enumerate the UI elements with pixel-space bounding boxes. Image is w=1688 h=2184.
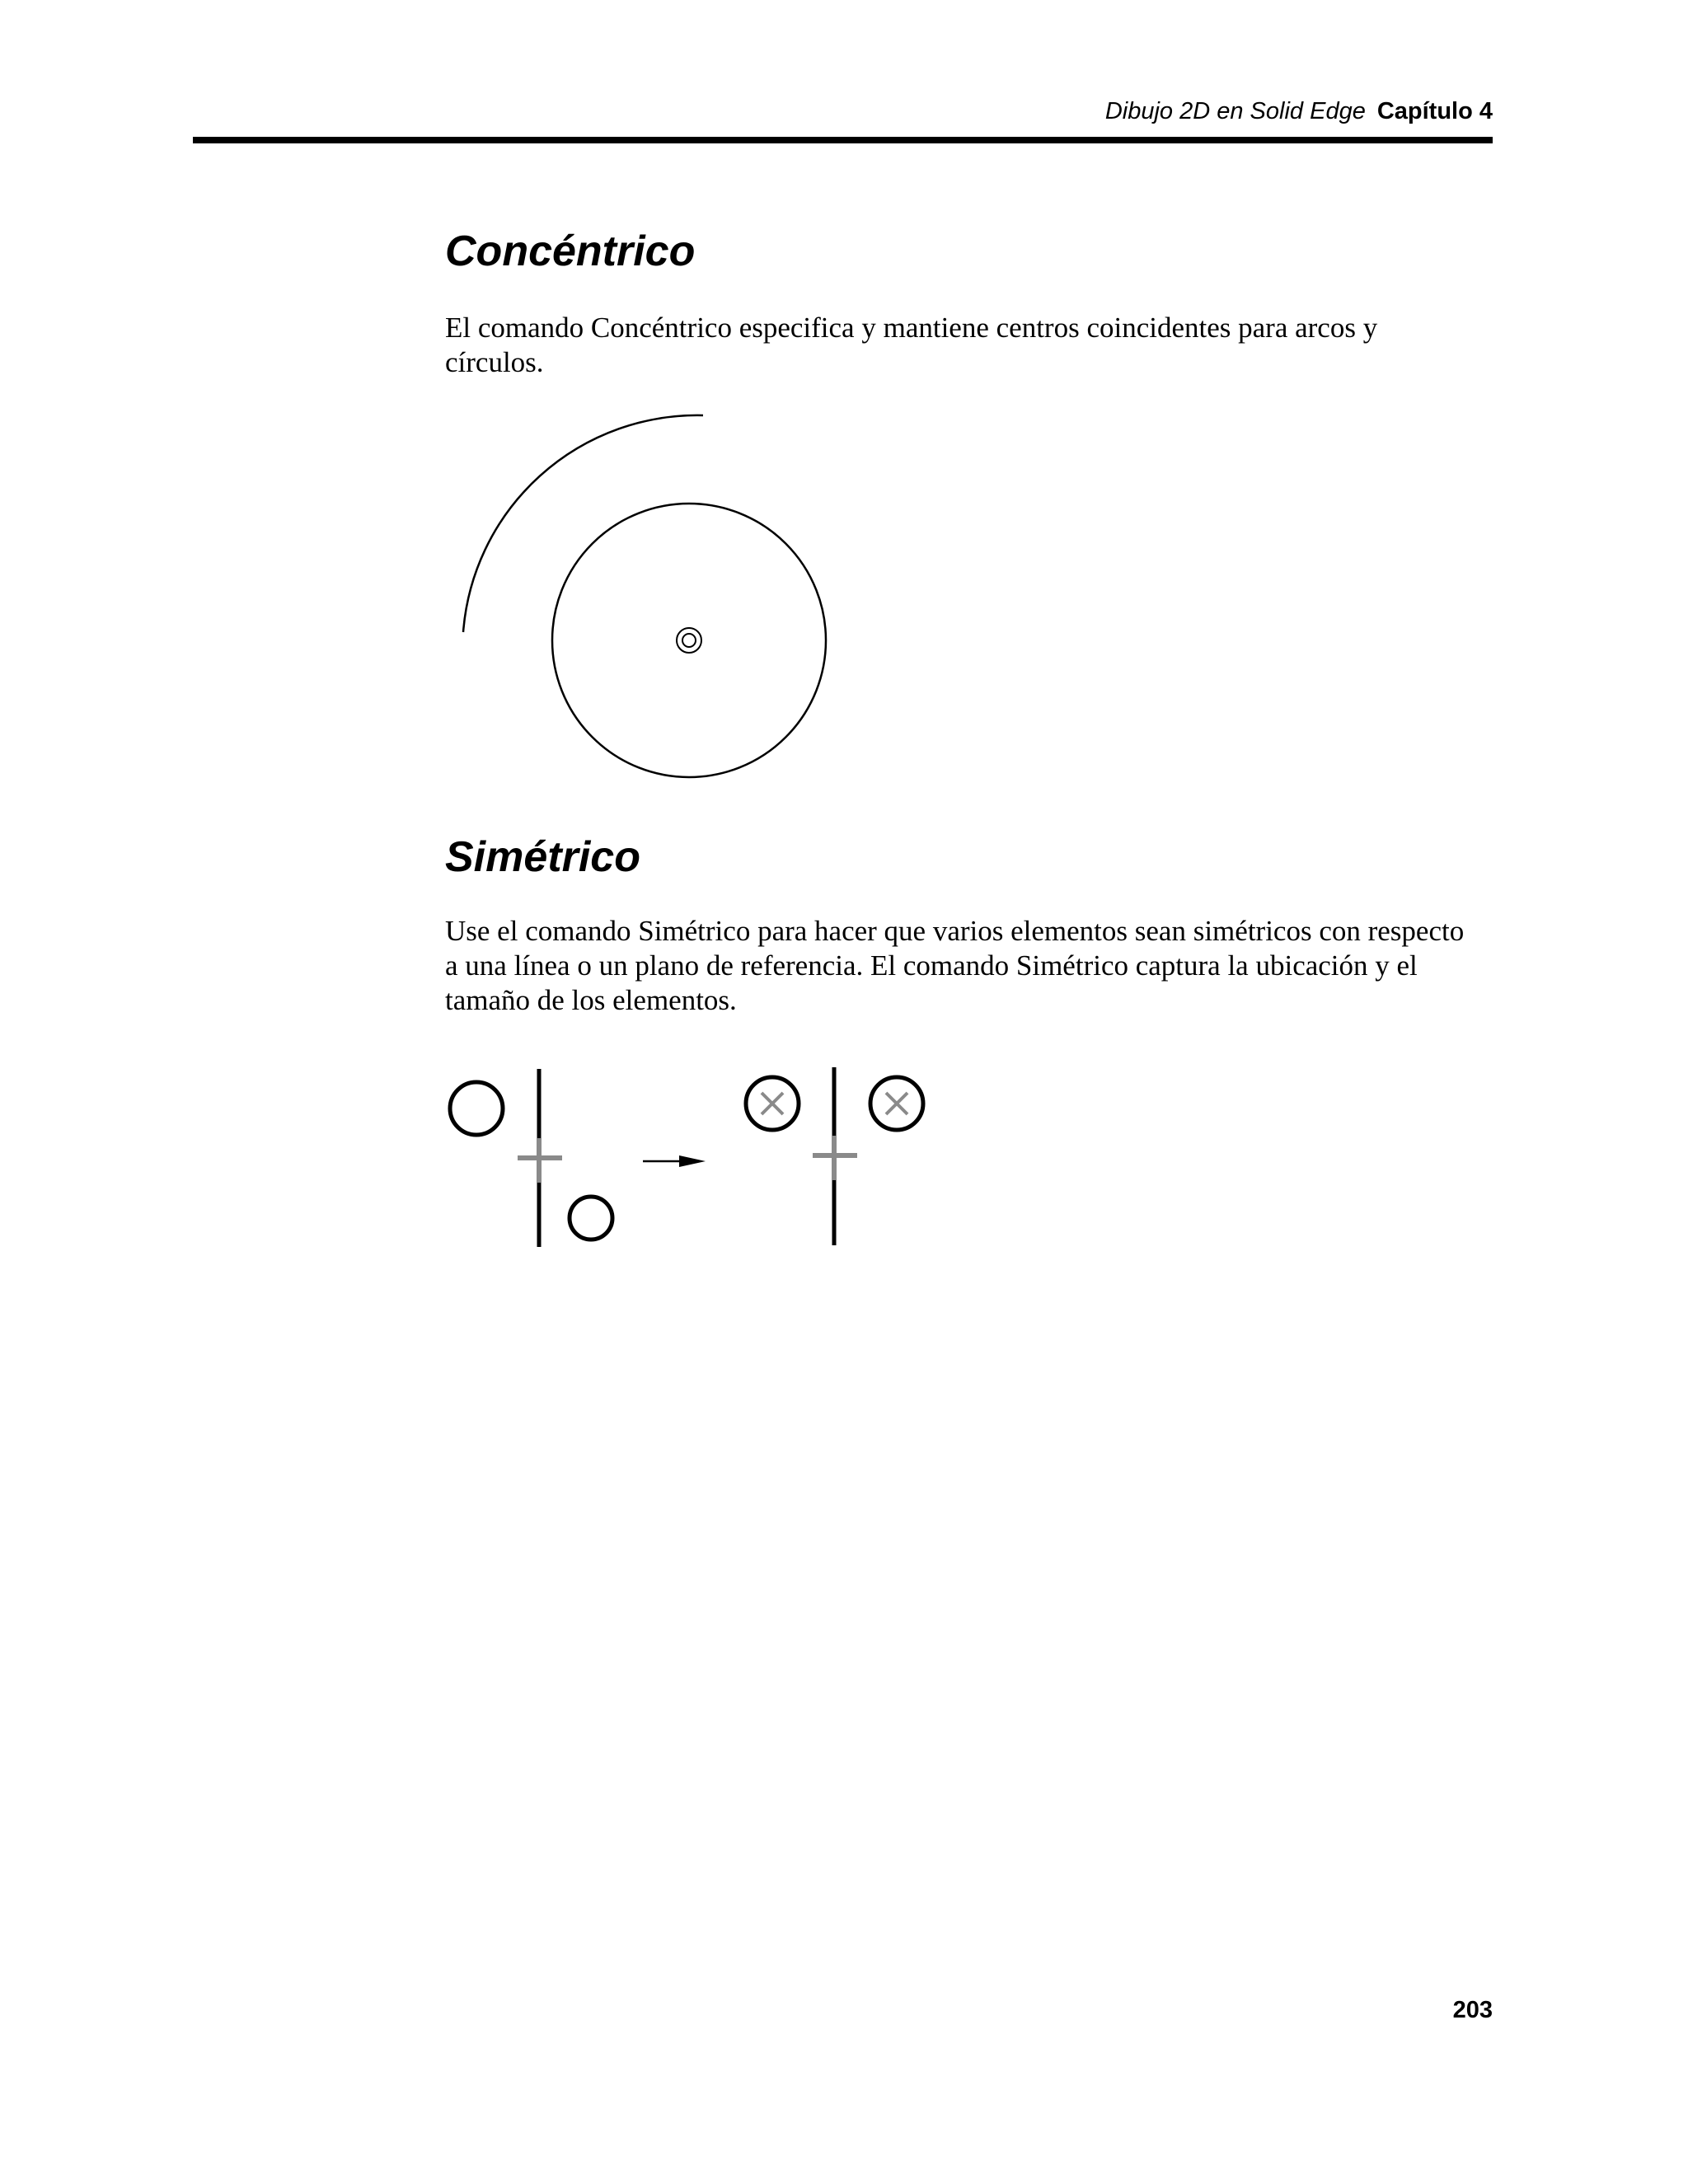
page-number: 203 [1452,1997,1493,2023]
header-rule [193,137,1493,143]
section-body-concentric: El comando Concéntrico especifica y mantiene centros coincidentes para arcos y círculos. [445,312,1378,378]
transform-arrow-head [679,1155,706,1167]
concentric-center-marker-outer [677,628,701,653]
symmetric-before-circle-right [570,1197,612,1240]
book-title: Dibujo 2D en Solid Edge [1104,98,1366,124]
symmetric-figure [445,1059,940,1257]
concentric-circle [552,504,826,777]
concentric-center-marker-inner [682,634,696,647]
section-title-concentric: Concéntrico [445,227,696,275]
concentric-figure [445,404,874,791]
concentric-arc [463,415,703,632]
running-header [1105,97,1493,125]
chapter-label: Capítulo 4 [1376,98,1493,124]
section-body-symmetric: Use el comando Simétrico para hacer que varios elementos sean simétricos con respecto a una línea o un plano de referencia. El comando Simétrico captura la ubicación y el tamaño de los elementos. [445,915,1465,1016]
section-title-symmetric: Simétrico [445,833,640,881]
symmetric-before-circle-left [450,1082,503,1135]
